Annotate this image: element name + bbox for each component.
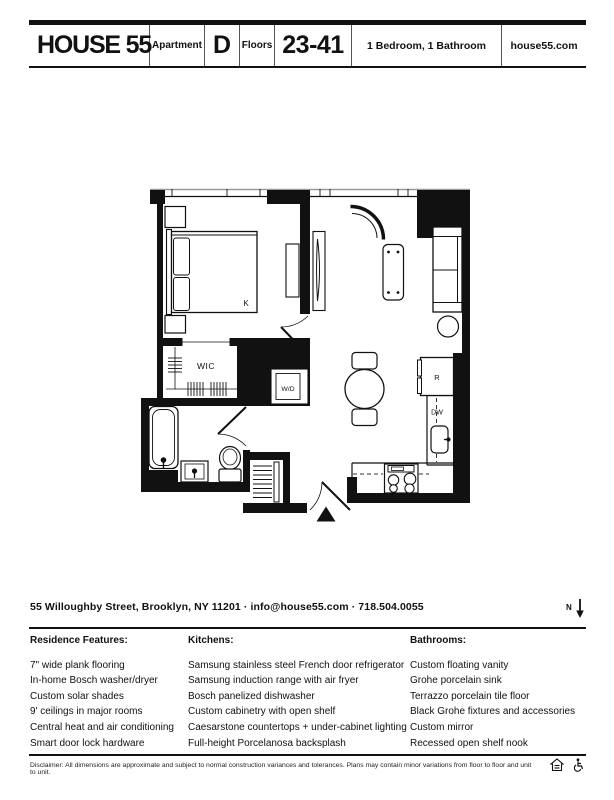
list-item: Caesarstone countertops + under-cabinet lighting: [188, 721, 407, 733]
list-item: Central heat and air conditioning: [30, 721, 174, 733]
entry-closet: [253, 462, 279, 502]
bedroom-furniture: [165, 207, 299, 334]
wic-label: WIC: [196, 361, 216, 371]
entry-door: [322, 482, 350, 510]
list-item: Terrazzo porcelain tile floor: [410, 690, 530, 702]
down-arrow-icon: [575, 598, 587, 620]
bathrooms-heading: Bathrooms:: [410, 635, 467, 646]
bed-label: K: [243, 299, 249, 308]
svg-text:W/D: W/D: [281, 386, 295, 393]
list-item: Bosch panelized dishwasher: [188, 690, 315, 702]
list-item: In-home Bosch washer/dryer: [30, 675, 158, 687]
wic-doorway: [180, 338, 232, 346]
apartment-label: Apartment: [150, 25, 205, 66]
divider-bottom: [29, 754, 586, 756]
list-item: Recessed open shelf nook: [410, 737, 528, 749]
list-item: 9' ceilings in major rooms: [30, 706, 143, 718]
bathrooms-column: [410, 633, 575, 751]
entry-marker: [317, 507, 336, 522]
accessibility-icon: [573, 758, 584, 772]
apartment-value: D: [205, 25, 240, 66]
website-link[interactable]: house55.com: [510, 39, 578, 52]
kitchens-column: [188, 633, 407, 751]
brand-logo: HOUSE 55: [29, 25, 150, 66]
north-arrow: [566, 598, 590, 624]
bathroom-door: [218, 407, 246, 434]
dining-set: [345, 353, 384, 426]
list-item: Full-height Porcelanosa backsplash: [188, 737, 346, 749]
north-label: N: [566, 603, 572, 612]
list-item: Custom cabinetry with open shelf: [188, 706, 336, 718]
disclaimer-text: Disclaimer: All dimensions are approximate and subject to normal construction variances and tolerances. Plans may contain minor variations from floor to floor and unit to unit.: [30, 762, 532, 776]
list-item: Samsung induction range with air fryer: [188, 675, 359, 687]
list-item: Grohe porcelain sink: [410, 675, 502, 687]
floors-label: Floors: [240, 25, 275, 66]
list-item: Black Grohe fixtures and accessories: [410, 706, 576, 718]
unit-type: 1 Bedroom, 1 Bathroom: [352, 25, 502, 66]
list-item: Custom floating vanity: [410, 659, 509, 671]
floors-value: 23-41: [275, 25, 352, 66]
list-item: 7" wide plank flooring: [30, 659, 125, 671]
svg-text:R: R: [434, 373, 440, 382]
svg-text:DW: DW: [431, 409, 443, 417]
washer-dryer: [271, 369, 308, 404]
kitchens-heading: Kitchens:: [188, 635, 234, 646]
equal-housing-icon: [550, 758, 564, 772]
list-item: Custom mirror: [410, 721, 474, 733]
list-item: Samsung stainless steel French door refrigerator: [188, 659, 405, 671]
stove: [385, 464, 419, 493]
divider-top: [29, 627, 586, 629]
list-item: Custom solar shades: [30, 690, 124, 702]
residence-features-heading: Residence Features:: [30, 635, 128, 646]
footer-icons: [550, 758, 584, 772]
address-line: 55 Willoughby Street, Brooklyn, NY 11201 · info@house55.com · 718.504.0055: [30, 601, 424, 613]
list-item: Smart door lock hardware: [30, 737, 145, 749]
residence-features-column: [30, 633, 174, 751]
